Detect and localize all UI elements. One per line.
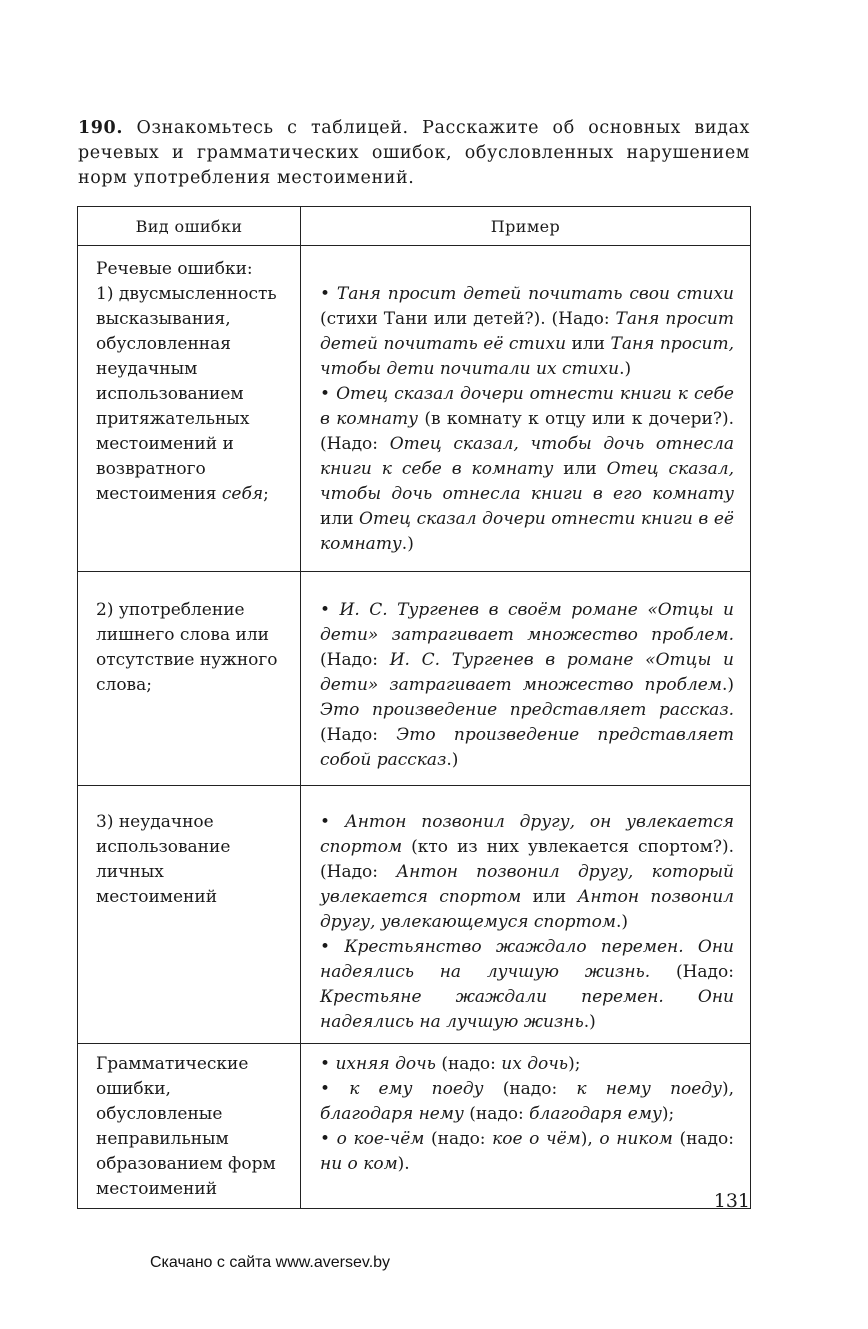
table-row — [78, 246, 751, 572]
example-item — [320, 282, 734, 382]
table-row — [78, 786, 751, 1044]
error-type-text: 3) неудачное использование личных местоимений — [96, 812, 231, 907]
example-italic-text: о кое-чём — [336, 1129, 425, 1149]
example-italic-text: Отец сказал, чтобы дочь отнесла книги в его комнату — [320, 459, 734, 504]
example-text: .) — [401, 534, 414, 554]
table-row — [78, 572, 751, 786]
page-number: 131 — [713, 1190, 750, 1212]
example-cell — [301, 1044, 751, 1209]
example-text: ). — [397, 1154, 410, 1174]
table-header-row — [78, 207, 751, 246]
source-note: Скачано с сайта www.aversev.by — [150, 1254, 391, 1271]
example-italic-text: благодаря ему — [529, 1104, 662, 1124]
error-type-cell — [78, 246, 301, 572]
example-text: (надо: — [483, 1079, 577, 1099]
example-text: (надо: — [672, 1129, 734, 1149]
example-item — [320, 810, 734, 935]
example-italic-text: Отец сказал дочери отнести книги в её комнату — [320, 509, 734, 554]
example-text: • — [320, 937, 345, 957]
example-item — [320, 935, 734, 1035]
example-item — [320, 1077, 734, 1127]
example-text: • — [320, 384, 337, 404]
error-type-italic: себя — [221, 484, 264, 504]
example-text: • — [320, 1054, 336, 1074]
example-italic-text: Таня просит детей почитать свои стихи — [336, 284, 734, 304]
error-type-cell — [78, 572, 301, 786]
example-cell — [301, 572, 751, 786]
example-text: (Надо: — [320, 725, 397, 745]
example-text: • — [320, 600, 340, 620]
example-text: ), — [721, 1079, 734, 1099]
example-cell — [301, 786, 751, 1044]
example-italic-text: Это произведение представляет рассказ. — [320, 700, 734, 720]
error-type-text: Грамматические ошибки, обусловленые неправильным образованием форм местоимений — [96, 1054, 276, 1199]
example-italic-text: Отец сказал, чтобы дочь отнесла книги к себе в комнату — [320, 434, 734, 479]
example-italic-text: Антон позвонил другу, увлекающемуся спортом — [320, 887, 734, 932]
example-text: или — [320, 509, 360, 529]
example-item — [320, 1127, 734, 1177]
error-type-cell — [78, 786, 301, 1044]
example-item — [320, 598, 734, 773]
example-italic-text: И. С. Тургенев в романе «Отцы и дети» затрагивает множество проблем — [320, 650, 734, 695]
example-italic-text: ихняя дочь — [335, 1054, 436, 1074]
example-text: .) — [583, 1012, 596, 1032]
example-text: (Надо: — [650, 962, 734, 982]
example-italic-text: Крестьянство жаждало перемен. Они надеялись на лучшую жизнь. — [320, 937, 734, 982]
example-italic-text: к ему поеду — [349, 1079, 484, 1099]
table-row — [78, 1044, 751, 1209]
example-italic-text: Антон позвонил другу, он увлекается спортом — [320, 812, 734, 857]
example-text: (в комнату к отцу или к дочери?). (Надо: — [320, 409, 734, 454]
error-type-text: 2) употребление лишнего слова или отсутствие нужного слова; — [96, 600, 278, 695]
header-error-type: Вид ошибки — [78, 207, 301, 246]
example-text: ); — [661, 1104, 675, 1124]
example-italic-text: Антон позвонил другу, который увлекается спортом — [320, 862, 734, 907]
example-text: (Надо: — [320, 650, 390, 670]
example-italic-text: Таня просит детей почитать её стихи — [320, 309, 734, 354]
errors-table — [77, 206, 751, 1209]
example-text: ); — [568, 1054, 581, 1074]
example-text: .) — [446, 750, 459, 770]
example-cell — [301, 246, 751, 572]
example-text: • — [320, 1079, 350, 1099]
example-text: ), — [580, 1129, 600, 1149]
example-text: .) — [721, 675, 734, 695]
example-text: или — [521, 887, 578, 907]
example-text: • — [320, 812, 345, 832]
example-text: • — [320, 284, 337, 304]
example-italic-text: их дочь — [501, 1054, 569, 1074]
example-italic-text: Таня просит, чтобы дети почитали их стихи — [320, 334, 734, 379]
example-item — [320, 382, 734, 557]
example-italic-text: к нему поеду — [576, 1079, 722, 1099]
error-type-text: 1) двусмысленность высказывания, обусловленная неудачным использованием притяжательных местоимений и возвратного местоимения себя; — [96, 284, 277, 504]
example-italic-text: Крестьяне жаждали перемен. Они надеялись на лучшую жизнь — [320, 987, 734, 1032]
example-italic-text: кое о чём — [492, 1129, 581, 1149]
example-text: (стихи Тани или детей?). (Надо: — [320, 309, 616, 329]
task-number: 190. — [78, 118, 124, 138]
example-text: (надо: — [435, 1054, 502, 1074]
error-group-heading: Речевые ошибки: — [96, 259, 253, 279]
example-text: .) — [619, 359, 632, 379]
example-italic-text: Это произведение представляет собой рассказ — [320, 725, 734, 770]
example-text: (надо: — [424, 1129, 493, 1149]
example-text: (надо: — [463, 1104, 530, 1124]
example-italic-text: благодаря нему — [320, 1104, 464, 1124]
example-italic-text: И. С. Тургенев в своём романе «Отцы и дети» затрагивает множество проблем. — [320, 600, 734, 645]
example-text: • — [320, 1129, 337, 1149]
example-text: или — [566, 334, 611, 354]
example-text: или — [553, 459, 607, 479]
example-text: (кто из них увлекается спортом?). (Надо: — [320, 837, 734, 882]
task-paragraph — [78, 116, 750, 191]
example-italic-text: Отец сказал дочери отнести книги к себе в комнату — [320, 384, 734, 429]
example-text: .) — [615, 912, 628, 932]
example-italic-text: о ником — [599, 1129, 673, 1149]
example-italic-text: ни о ком — [320, 1154, 398, 1174]
example-item — [320, 1052, 734, 1077]
task-text: Ознакомьтесь с таблицей. Расскажите об основных видах речевых и грамматических ошибок, обусловленных нарушением норм употребления местоимений. — [78, 118, 750, 188]
error-type-cell — [78, 1044, 301, 1209]
header-example: Пример — [301, 207, 751, 246]
